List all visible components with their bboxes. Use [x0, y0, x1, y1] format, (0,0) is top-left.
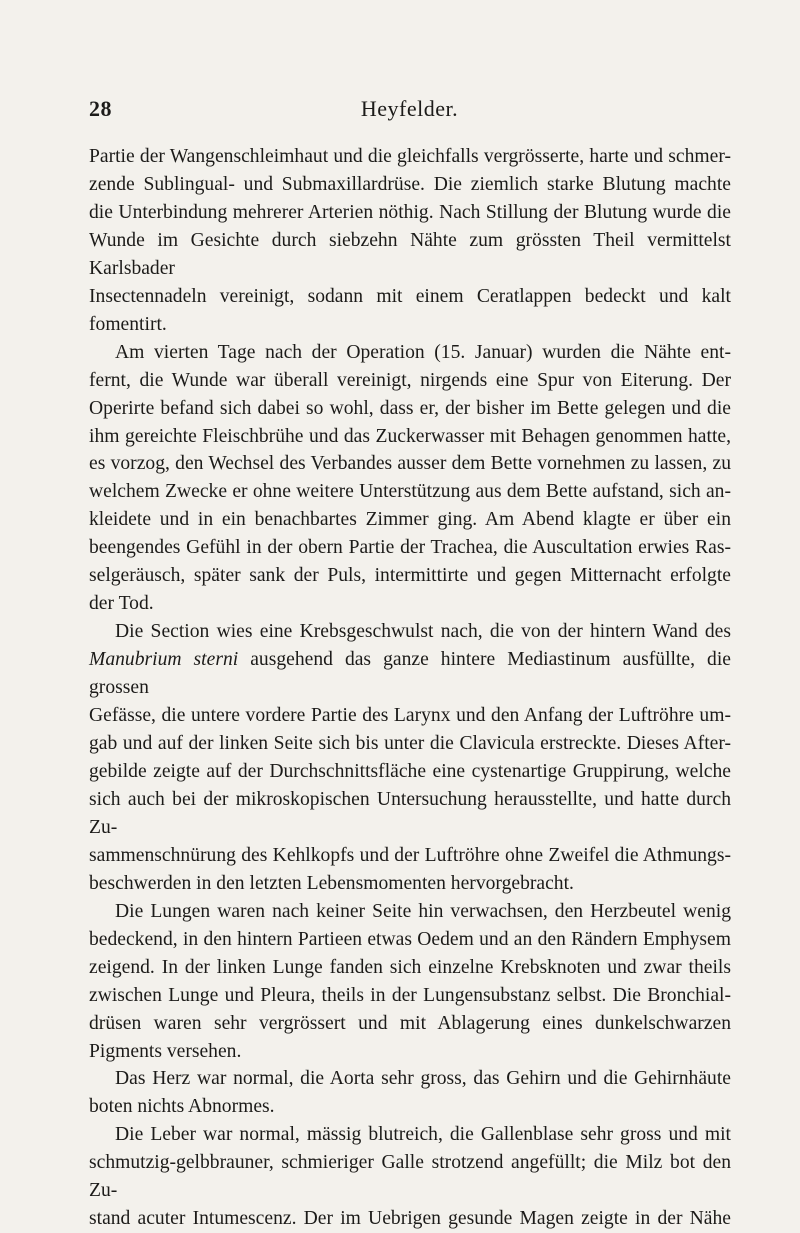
- text-line: die Unterbindung mehrerer Arterien nöthig. Nach Stillung der Blutung wurde die: [89, 201, 731, 223]
- text-line: beschwerden in den letzten Lebensmomenten hervorgebracht.: [89, 872, 574, 894]
- text-line: Insectennadeln vereinigt, sodann mit einem Ceratlappen bedeckt und kalt fomentirt.: [89, 285, 731, 335]
- text-line: Das Herz war normal, die Aorta sehr gross, das Gehirn und die Gehirnhäute: [115, 1068, 731, 1090]
- paragraph: [89, 1121, 731, 1233]
- text-line: kleidete und in ein benachbartes Zimmer ging. Am Abend klagte er über ein: [89, 509, 731, 531]
- text-line: Partie der Wangenschleimhaut und die gleichfalls vergrösserte, harte und schmer-: [89, 146, 731, 167]
- text-line-with-italic: [89, 646, 731, 702]
- text-line: drüsen waren sehr vergrössert und mit Ablagerung eines dunkelschwarzen: [89, 1012, 731, 1034]
- text-line: Am vierten Tage nach der Operation (15. Januar) wurden die Nähte ent-: [115, 341, 731, 363]
- text-line: Wunde im Gesichte durch siebzehn Nähte zum grössten Theil vermittelst Karlsbader: [89, 229, 731, 279]
- paragraph: [89, 1065, 731, 1121]
- text-line: es vorzog, den Wechsel des Verbandes ausser dem Bette vornehmen zu lassen, zu: [89, 453, 731, 475]
- page-number: 28: [89, 96, 112, 121]
- text-line: schmutzig-gelbbrauner, schmieriger Galle strotzend angefüllt; die Milz bot den Zu-: [89, 1152, 731, 1202]
- text-line: stand acuter Intumescenz. Der im Uebrigen gesunde Magen zeigte in der Nähe: [89, 1208, 731, 1230]
- paragraph: [89, 898, 731, 1066]
- text-line: welchem Zwecke er ohne weitere Unterstützung aus dem Bette aufstand, sich an-: [89, 481, 731, 503]
- text-line: ihm gereichte Fleischbrühe und das Zuckerwasser mit Behagen genommen hatte,: [89, 425, 731, 447]
- italic-phrase: Manubrium sterni: [89, 649, 239, 671]
- text-line: Gefässe, die untere vordere Partie des Larynx und den Anfang der Luftröhre um-: [89, 705, 731, 727]
- text-line: Die Lungen waren nach keiner Seite hin verwachsen, den Herzbeutel wenig: [115, 900, 731, 922]
- page-header: [89, 96, 730, 126]
- text-line: boten nichts Abnormes.: [89, 1096, 275, 1118]
- text-line: Die Section wies eine Krebsgeschwulst nach, die von der hintern Wand des: [115, 621, 731, 643]
- line-remainder: ausgehend das ganze hintere Mediastinum ausfüllte, die grossen: [89, 649, 731, 699]
- text-line: gab und auf der linken Seite sich bis unter die Clavicula erstreckte. Dieses After-: [89, 733, 731, 755]
- body-text: [89, 143, 731, 1233]
- text-line: zeigend. In der linken Lunge fanden sich einzelne Krebsknoten und zwar theils: [89, 956, 731, 978]
- text-line: bedeckend, in den hintern Partieen etwas Oedem und an den Rändern Emphysem: [89, 928, 731, 950]
- text-line: fernt, die Wunde war überall vereinigt, nirgends eine Spur von Eiterung. Der: [89, 369, 731, 391]
- text-line: Pigments versehen.: [89, 1040, 242, 1062]
- paragraph: [89, 339, 731, 619]
- text-line: Die Leber war normal, mässig blutreich, die Gallenblase sehr gross und mit: [115, 1124, 731, 1146]
- text-line: gebilde zeigte auf der Durchschnittsfläche eine cystenartige Gruppirung, welche: [89, 760, 731, 782]
- text-line: beengendes Gefühl in der obern Partie der Trachea, die Auscultation erwies Ras-: [89, 537, 731, 559]
- paragraph: [89, 618, 731, 898]
- text-line: Operirte befand sich dabei so wohl, dass er, der bisher im Bette gelegen und die: [89, 397, 731, 419]
- text-line: zwischen Lunge und Pleura, theils in der Lungensubstanz selbst. Die Bronchial-: [89, 984, 731, 1006]
- text-line: selgeräusch, später sank der Puls, intermittirte und gegen Mitternacht erfolgte: [89, 565, 731, 587]
- running-head: Heyfelder.: [360, 96, 459, 121]
- text-line: sammenschnürung des Kehlkopfs und der Luftröhre ohne Zweifel die Athmungs-: [89, 844, 731, 866]
- paragraph: [89, 143, 731, 339]
- text-line: zende Sublingual- und Submaxillardrüse. Die ziemlich starke Blutung machte: [89, 173, 731, 195]
- text-line: sich auch bei der mikroskopischen Untersuchung herausstellte, und hatte durch Zu-: [89, 788, 731, 838]
- text-line: der Tod.: [89, 593, 154, 615]
